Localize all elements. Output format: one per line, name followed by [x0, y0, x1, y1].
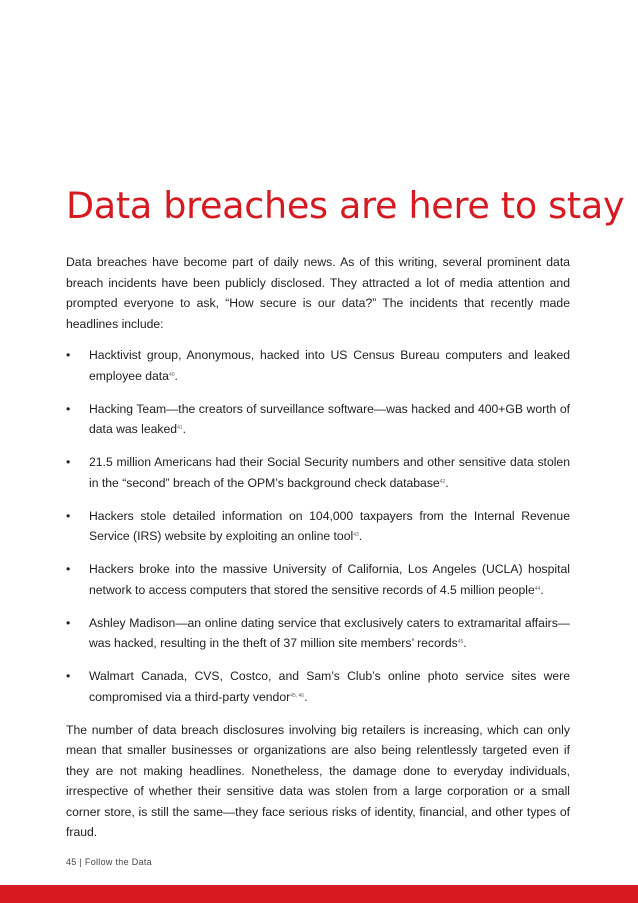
list-item-text: Walmart Canada, CVS, Costco, and Sam’s Club’s online photo service sites were compromised via a third-party vendor [89, 669, 570, 704]
footnote-ref[interactable]: 40 [168, 371, 175, 378]
bullet-marker: • [66, 669, 71, 683]
footnote-ref[interactable]: 43 [353, 532, 359, 538]
list-item: • Hacktivist group, Anonymous, hacked into US Census Bureau computers and leaked employee data$^{40}$. [66, 345, 570, 386]
list-item-text: 21.5 million Americans had their Social Security numbers and other sensitive data stolen in the “second” breach of the OPM’s background check database [89, 455, 570, 490]
list-item: • Hackers stole detailed information on 104,000 taxpayers from the Internal Revenue Service (IRS) website by exploiting an online tool$^{43}$. [66, 506, 570, 547]
bullet-marker: • [66, 562, 71, 576]
list-item: • Ashley Madison—an online dating service that exclusively caters to extramarital affairs—was hacked, resulting in the theft of 37 million site members’ records$^{45}$. [66, 613, 570, 654]
bullet-marker: • [66, 401, 71, 416]
list-item-text: Hacktivist group, Anonymous, hacked into US Census Bureau computers and leaked employee data [89, 348, 570, 383]
list-item-text: Hacking Team—the creators of surveillance software—was hacked and 400+GB worth of data was leaked [89, 401, 570, 436]
bullet-marker: • [66, 508, 71, 523]
footnote-ref[interactable]: 45 [457, 639, 464, 645]
bullet-marker: • [66, 615, 71, 630]
footer-accent-bar [0, 885, 638, 903]
page-title: Data breaches are here to stay [66, 184, 625, 227]
bullet-marker: • [66, 455, 71, 469]
list-item: • Hackers broke into the massive University of California, Los Angeles (UCLA) hospital network to access computers that stored the sensitive records of 4.5 million people$^{44}$. [66, 559, 570, 600]
page-number: 45 [66, 857, 77, 867]
footnote-ref[interactable]: 42 [439, 478, 446, 485]
footnote-ref[interactable]: 45, 46 [290, 692, 305, 699]
incident-list [66, 345, 570, 707]
intro-paragraph: Data breaches have become part of daily news. As of this writing, several prominent data breach incidents have been publicly disclosed. They attracted a lot of media attention and prompted everyone to ask, “How secure is our data?” The incidents that recently made headlines include: [66, 255, 570, 331]
footnote-ref[interactable]: 44 [534, 585, 541, 592]
list-item: • Walmart Canada, CVS, Costco, and Sam’s Club’s online photo service sites were compromised via a third-party vendor$^{45, 46}$. [66, 666, 570, 707]
closing-paragraph: The number of data breach disclosures involving big retailers is increasing, which can only mean that smaller businesses or organizations are also being relentlessly targeted even if they are not making headlines. Nonetheless, the damage done to everyday individuals, irrespective of whether their sensitive data was stolen from a large corporation or a small corner store, is still the same—they face serious risks of identity, financial, and other types of fraud. [66, 722, 570, 839]
footer-separator: | [79, 857, 83, 867]
bullet-marker: • [66, 348, 71, 362]
list-item: • Hacking Team—the creators of surveillance software—was hacked and 400+GB worth of data was leaked$^{41}$. [66, 399, 570, 440]
list-item: • 21.5 million Americans had their Social Security numbers and other sensitive data stolen in the “second” breach of the OPM’s background check database$^{42}$. [66, 452, 570, 493]
article-body [66, 252, 570, 854]
list-item-text: Ashley Madison—an online dating service that exclusively caters to extramarital affairs—was hacked, resulting in the theft of 37 million site members’ records [89, 615, 570, 650]
page-footer [66, 857, 152, 867]
list-item-text: Hackers stole detailed information on 104,000 taxpayers from the Internal Revenue Service (IRS) website by exploiting an online tool [89, 508, 570, 543]
footnote-ref[interactable]: 41 [177, 425, 183, 431]
list-item-text: Hackers broke into the massive University of California, Los Angeles (UCLA) hospital network to access computers that stored the sensitive records of 4.5 million people [89, 562, 570, 597]
document-title: Follow the Data [84, 857, 152, 867]
